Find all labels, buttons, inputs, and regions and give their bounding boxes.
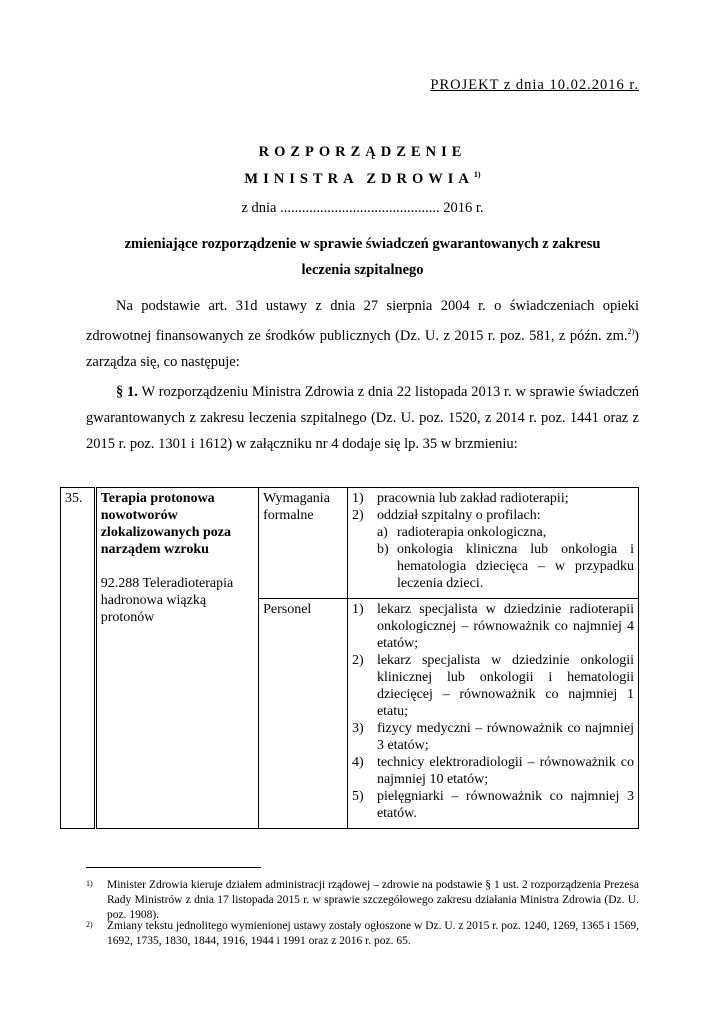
lp-cell: 35. — [61, 488, 96, 829]
footnote-text: Minister Zdrowia kieruje działem administracji rządowej – zdrowie na podstawie § 1 ust. 2 rozporządzenia Prezesa Rady Ministrów z dnia 17 listopada 2015 r. w sprawie szczegółowego zakresu działania Ministra Zdrowia (Dz. U. poz. 1908). — [107, 879, 639, 921]
service-code: 92.288 Teleradioterapia hadronowa wiązką protonów — [100, 576, 234, 625]
document-subtitle: zmieniające rozporządzenie w sprawie świadczeń gwarantowanych z zakresu leczenia szpitalnego — [124, 236, 601, 278]
section-1-paragraph — [86, 379, 639, 457]
service-name-cell — [95, 488, 258, 829]
section-label: § 1. — [116, 384, 138, 400]
attachment-table — [60, 487, 639, 829]
date-line: z dnia ............................................ 2016 r. — [241, 200, 484, 216]
list-item: 1) lekarz specjalista w dziedzinie radioterapii onkologicznej – równoważnik co najmniej 4 etatów; — [351, 602, 634, 651]
table-row — [61, 488, 639, 599]
sub-list-item: b) onkologia kliniczna lub onkologia i hematologia dziecięca – w przypadku leczenia dzieci. — [376, 542, 634, 591]
footnote-separator — [86, 867, 261, 868]
requirements-cell — [347, 488, 638, 599]
preamble-paragraph — [86, 293, 639, 375]
projekt-header: PROJEKT z dnia 10.02.2016 r. — [430, 77, 639, 93]
footnote-1 — [86, 878, 639, 923]
footnote-mark: 1) — [86, 879, 93, 888]
list-item: 3) fizycy medyczni – równoważnik co najmniej 3 etatów; — [351, 721, 634, 753]
document-title-line1: ROZPORZĄDZENIE — [258, 144, 467, 160]
footnote-ref-1: 1) — [473, 170, 481, 179]
list-item: 2) oddział szpitalny o profilach: a) radioterapia onkologiczna, b) onkologia kliniczna lub onkologia i hematologia dziecięca – w przypadku leczenia dzieci. — [351, 508, 634, 591]
service-name: Terapia protonowa nowotworów zlokalizowanych poza narządem wzroku — [100, 491, 231, 557]
category-cell: Wymagania formalne — [259, 488, 348, 599]
preamble-text: Na podstawie art. 31d ustawy z dnia 27 sierpnia 2004 r. o świadczeniach opieki zdrowotnej finansowanych ze środków publicznych (Dz. U. z 2015 r. poz. 581, z późn. zm. — [86, 298, 639, 344]
requirements-list — [352, 490, 634, 592]
section-text: W rozporządzeniu Ministra Zdrowia z dnia 22 listopada 2013 r. w sprawie świadczeń gwarantowanych z zakresu leczenia szpitalnego (Dz. U. poz. 1520, z 2014 r. poz. 1441 oraz z 2015 r. poz. 1301 i 1612) w załączniku nr 4 dodaje się lp. 35 w brzmieniu: — [86, 384, 640, 452]
list-item: 2) lekarz specjalista w dziedzinie onkologii klinicznej lub onkologii i hematologii dziecięcej – równoważnik co najmniej 1 etatu; — [351, 653, 634, 719]
sub-list — [377, 524, 634, 592]
category-cell: Personel — [259, 599, 348, 829]
footnote-text: Zmiany tekstu jednolitego wymienionej ustawy zostały ogłoszone w Dz. U. z 2015 r. poz. 1240, 1269, 1365 i 1569, 1692, 1735, 1830, 1844, 1916, 1944 i 1991 oraz z 2016 r. poz. 65. — [107, 920, 639, 947]
document-title-line2 — [0, 170, 725, 188]
footnote-ref-2: 2) — [627, 327, 635, 336]
list-item: 5) pielęgniarki – równoważnik co najmniej 3 etatów. — [351, 789, 634, 821]
sub-list-item: a) radioterapia onkologiczna, — [376, 525, 547, 540]
footnote-2 — [86, 919, 639, 949]
list-item: 1) pracownia lub zakład radioterapii; — [351, 491, 569, 506]
personnel-list — [352, 601, 634, 822]
list-item: 4) technicy elektroradiologii – równoważnik co najmniej 10 etatów; — [351, 755, 634, 787]
footnote-mark: 2) — [86, 920, 93, 929]
preamble-end: ) zarządza się, co następuje: — [86, 327, 639, 370]
issuer-name: MINISTRA ZDROWIA — [244, 170, 474, 187]
requirements-cell — [347, 599, 638, 829]
